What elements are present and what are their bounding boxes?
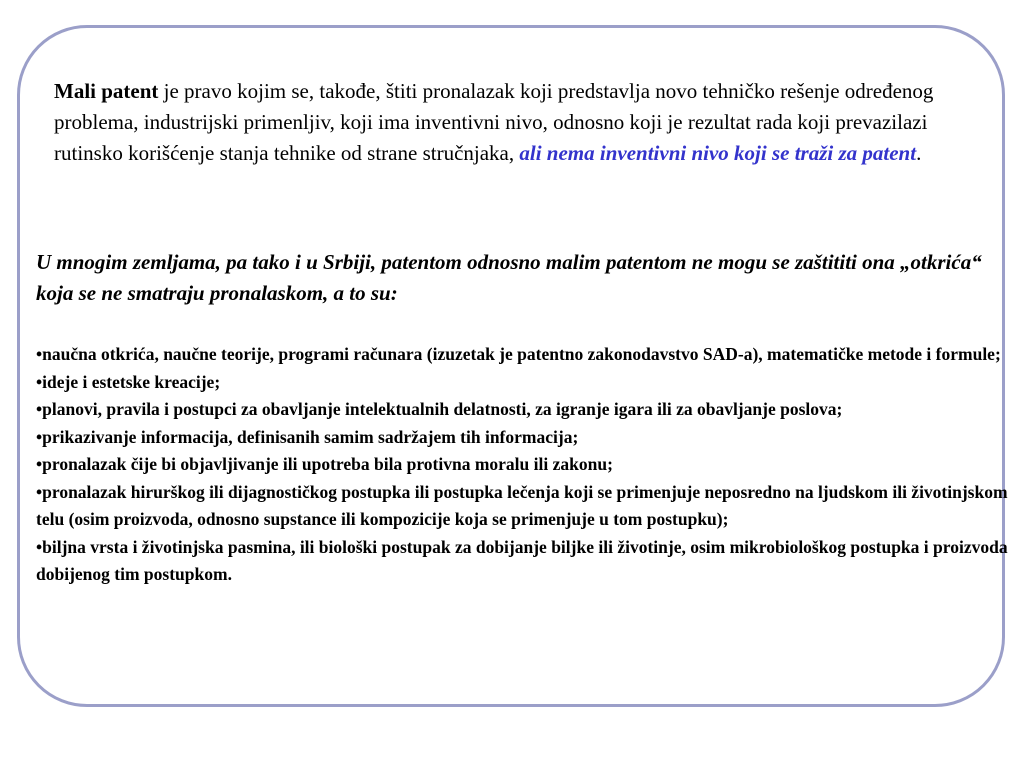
bullet-icon: •: [36, 426, 43, 447]
list-item: [36, 534, 1011, 589]
bullet-icon: •: [36, 344, 43, 364]
list-item-text: ideje i estetske kreacije;: [42, 371, 221, 392]
list-item-text: planovi, pravila i postupci za obavljanje intelektualnih delatnosti, za igranje igara ili za obavljanje poslova;: [42, 399, 843, 419]
list-item: [36, 479, 1011, 534]
intro-term: Mali patent: [54, 79, 159, 103]
list-item-text: pronalazak hirurškog ili dijagnostičkog postupka ili postupka lečenja koji se primenjuje neposredno na ljudskom ili životinjskom telu (osim proizvoda, odnosno supstance ili kompozicije koja se primenjuje u tom postupku);: [36, 481, 1008, 529]
list-item-text: naučna otkrića, naučne teorije, programi računara (izuzetak je patentno zakonodavstvo SAD-a), matematičke metode i formule;: [42, 344, 1001, 364]
bullet-icon: •: [36, 371, 43, 392]
list-item: [36, 424, 1011, 452]
list-item: [36, 451, 1011, 479]
bullet-icon: •: [36, 481, 43, 502]
intro-end: .: [916, 141, 922, 165]
lead-paragraph: U mnogim zemljama, pa tako i u Srbiji, patentom odnosno malim patentom ne mogu se zaštititi ona „otkrića“ koja se ne smatraju pronalaskom, a to su:: [36, 250, 982, 305]
list-item: [36, 396, 1011, 424]
list-item-text: pronalazak čije bi objavljivanje ili upotreba bila protivna moralu ili zakonu;: [42, 454, 613, 474]
exclusions-list: [36, 341, 1011, 589]
bullet-icon: •: [36, 399, 43, 419]
bullet-icon: •: [36, 536, 43, 557]
list-item-text: biljna vrsta i životinjska pasmina, ili biološki postupak za dobijanje biljke ili životinje, osim mikrobiološkog postupka i proizvoda dobijenog tim postupkom.: [36, 536, 1008, 584]
list-item: [36, 341, 1011, 369]
list-item: [36, 369, 1011, 397]
intro-paragraph: [54, 76, 954, 169]
bullet-icon: •: [36, 454, 43, 474]
intro-highlight: ali nema inventivni nivo koji se traži za patent: [519, 141, 917, 165]
intro-text: je pravo kojim se, takođe, štiti pronalazak koji predstavlja novo tehničko rešenje određenog problema, industrijski primenljiv, koji ima inventivni nivo, odnosno koji je rezultat rada koji prevazilazi rutinsko korišćenje stanja tehnike od strane stručnjaka,: [54, 79, 934, 165]
list-item-text: prikazivanje informacija, definisanih samim sadržajem tih informacija;: [42, 426, 579, 447]
